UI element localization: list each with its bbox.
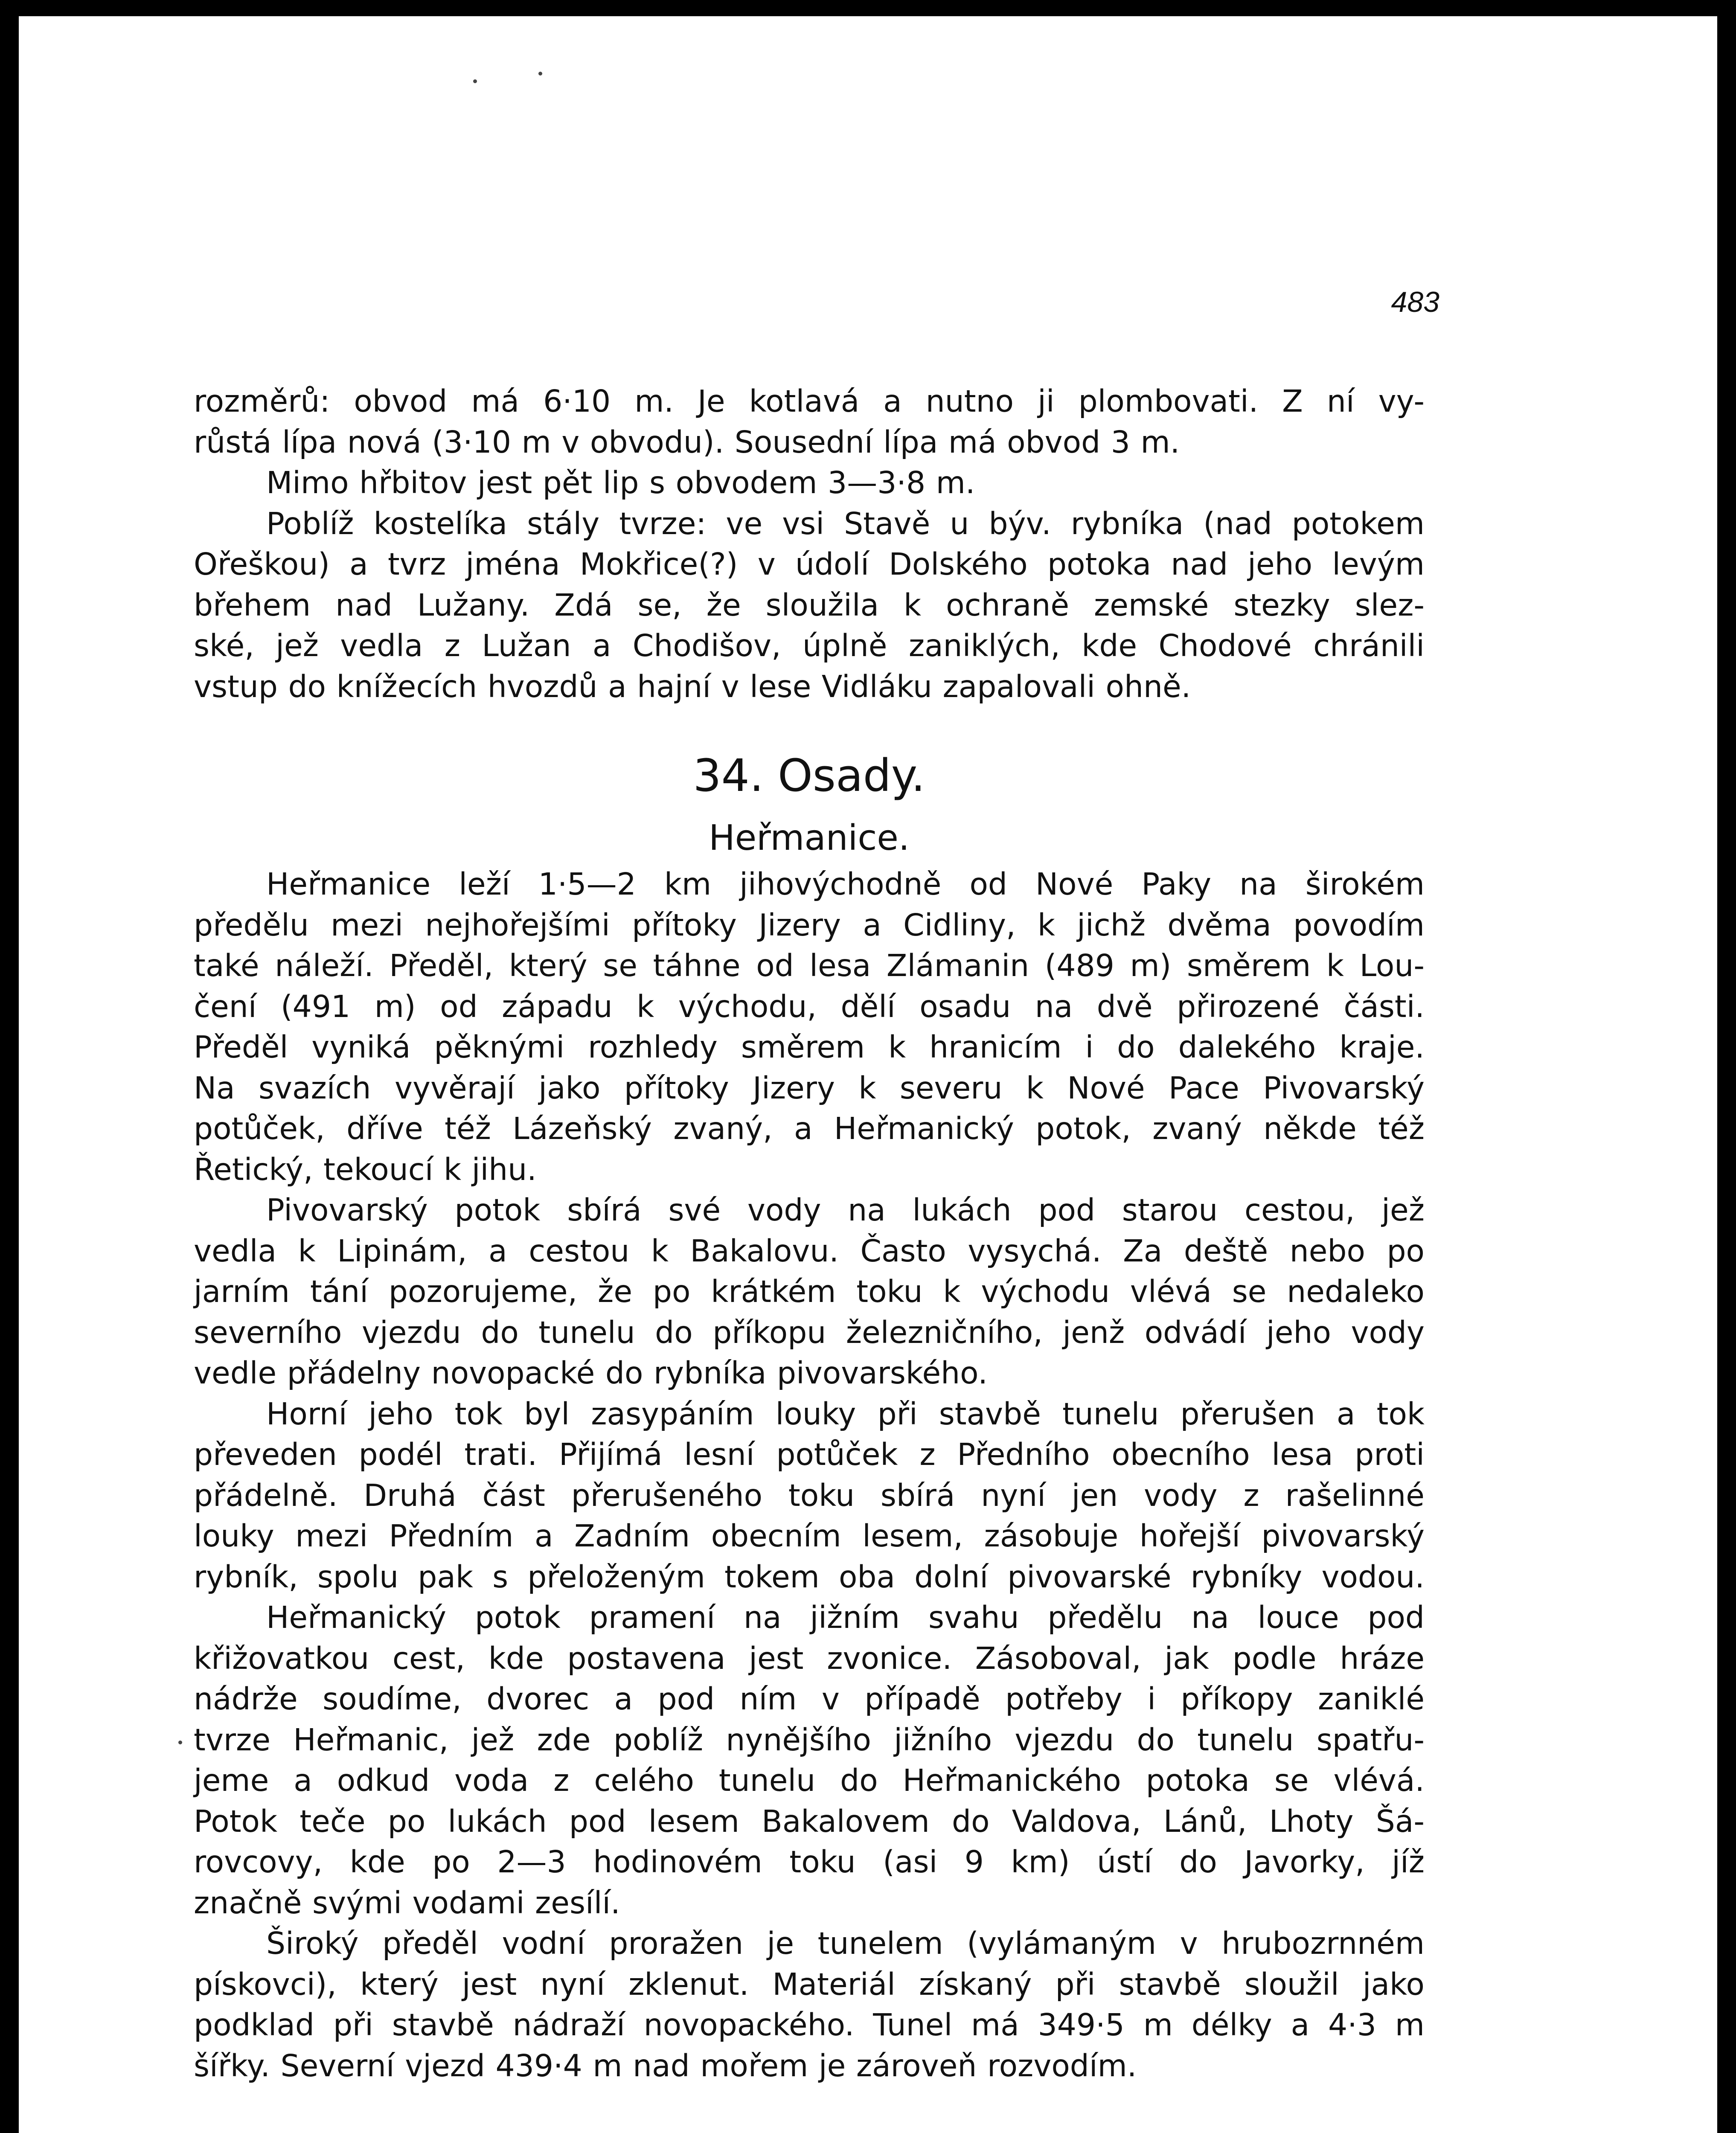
scan-speck <box>178 1741 182 1744</box>
text-line: Horní jeho tok byl zasypáním louky při stavbě tunelu přerušen a tok <box>266 1396 1425 1432</box>
text-line: rozměrů: obvod má 6·10 m. Je kotlavá a nutno ji plombovati. Z ní vy- <box>194 384 1425 419</box>
text-line: předělu mezi nejhořejšími přítoky Jizery a Cidliny, k jichž dvěma povodím <box>194 907 1425 943</box>
text-line: jarním tání pozorujeme, že po krátkém toku k východu vlévá se nedaleko <box>194 1274 1425 1309</box>
text-line: nádrže soudíme, dvorec a pod ním v případě potřeby i příkopy zaniklé <box>194 1681 1425 1717</box>
text-line: podklad při stavbě nádraží novopackého. Tunel má 349·5 m délky a 4·3 m <box>194 2007 1425 2043</box>
text-line: rovcovy, kde po 2—3 hodinovém toku (asi 9 km) ústí do Javorky, jíž <box>194 1844 1425 1880</box>
text-line: růstá lípa nová (3·10 m v obvodu). Sousední lípa má obvod 3 m. <box>194 424 1180 460</box>
text-line: severního vjezdu do tunelu do příkopu železničního, jenž odvádí jeho vody <box>194 1314 1425 1350</box>
text-line: převeden podél trati. Přijímá lesní potůček z Předního obecního lesa proti <box>194 1437 1425 1472</box>
text-line: Pivovarský potok sbírá své vody na lukách pod starou cestou, jež <box>266 1192 1425 1228</box>
text-line: vstup do knížecích hvozdů a hajní v lese Vidláku zapalovali ohně. <box>194 668 1191 704</box>
text-line: břehem nad Lužany. Zdá se, že sloužila k ochraně zemské stezky slez- <box>194 587 1425 623</box>
text-line: rybník, spolu pak s přeloženým tokem oba dolní pivovarské rybníky vodou. <box>194 1559 1425 1595</box>
text-line: značně svými vodami zesílí. <box>194 1885 620 1921</box>
text-line: Heřmanice leží 1·5—2 km jihovýchodně od Nové Paky na širokém <box>266 866 1425 902</box>
page-number: 483 <box>1391 286 1439 318</box>
text-line: šířky. Severní vjezd 439·4 m nad mořem je zároveň rozvodím. <box>194 2048 1137 2084</box>
text-line: Potok teče po lukách pod lesem Bakalovem do Valdova, Lánů, Lhoty Šá- <box>194 1803 1425 1839</box>
text-line: Mimo hřbitov jest pět lip s obvodem 3—3·8 m. <box>266 465 975 500</box>
section-title: 34. Osady. <box>693 750 925 802</box>
text-line: přádelně. Druhá část přerušeného toku sbírá nyní jen vody z rašelinné <box>194 1477 1425 1513</box>
text-line: Široký předěl vodní proražen je tunelem (vylámaným v hrubozrnném <box>266 1926 1425 1961</box>
scan-speck <box>538 72 542 76</box>
body-text <box>194 381 1425 2086</box>
scanned-page <box>19 16 1717 2133</box>
text-line: křižovatkou cest, kde postavena jest zvonice. Zásoboval, jak podle hráze <box>194 1640 1425 1676</box>
text-line: čení (491 m) od západu k východu, dělí osadu na dvě přirozené části. <box>194 988 1425 1024</box>
text-line: vedle přádelny novopacké do rybníka pivovarského. <box>194 1355 988 1391</box>
text-line: Předěl vyniká pěknými rozhledy směrem k hranicím i do dalekého kraje. <box>194 1029 1425 1065</box>
text-line: pískovci), který jest nyní zklenut. Materiál získaný při stavbě sloužil jako <box>194 1966 1425 2002</box>
text-line: Na svazích vyvěrají jako přítoky Jizery k severu k Nové Pace Pivovarský <box>194 1070 1425 1106</box>
text-line: ské, jež vedla z Lužan a Chodišov, úplně zaniklých, kde Chodové chránili <box>194 628 1425 663</box>
scan-speck <box>473 79 477 83</box>
text-line: jeme a odkud voda z celého tunelu do Heřmanického potoka se vlévá. <box>194 1763 1425 1798</box>
text-line: tvrze Heřmanic, jež zde poblíž nynějšího jižního vjezdu do tunelu spatřu- <box>194 1722 1425 1758</box>
text-line: také náleží. Předěl, který se táhne od lesa Zlámanin (489 m) směrem k Lou- <box>194 948 1425 983</box>
text-line: vedla k Lipinám, a cestou k Bakalovu. Často vysychá. Za deště nebo po <box>194 1233 1425 1269</box>
text-line: Poblíž kostelíka stály tvrze: ve vsi Stavě u býv. rybníka (nad potokem <box>266 506 1425 541</box>
text-line: louky mezi Předním a Zadním obecním lesem, zásobuje hořejší pivovarský <box>194 1518 1425 1554</box>
text-line: potůček, dříve též Lázeňský zvaný, a Heřmanický potok, zvaný někde též <box>194 1111 1425 1146</box>
text-line: Řetický, tekoucí k jihu. <box>194 1151 537 1187</box>
subsection-title: Heřmanice. <box>709 818 910 858</box>
text-line: Ořeškou) a tvrz jména Mokřice(?) v údolí Dolského potoka nad jeho levým <box>194 546 1425 582</box>
text-line: Heřmanický potok pramení na jižním svahu předělu na louce pod <box>266 1600 1425 1635</box>
